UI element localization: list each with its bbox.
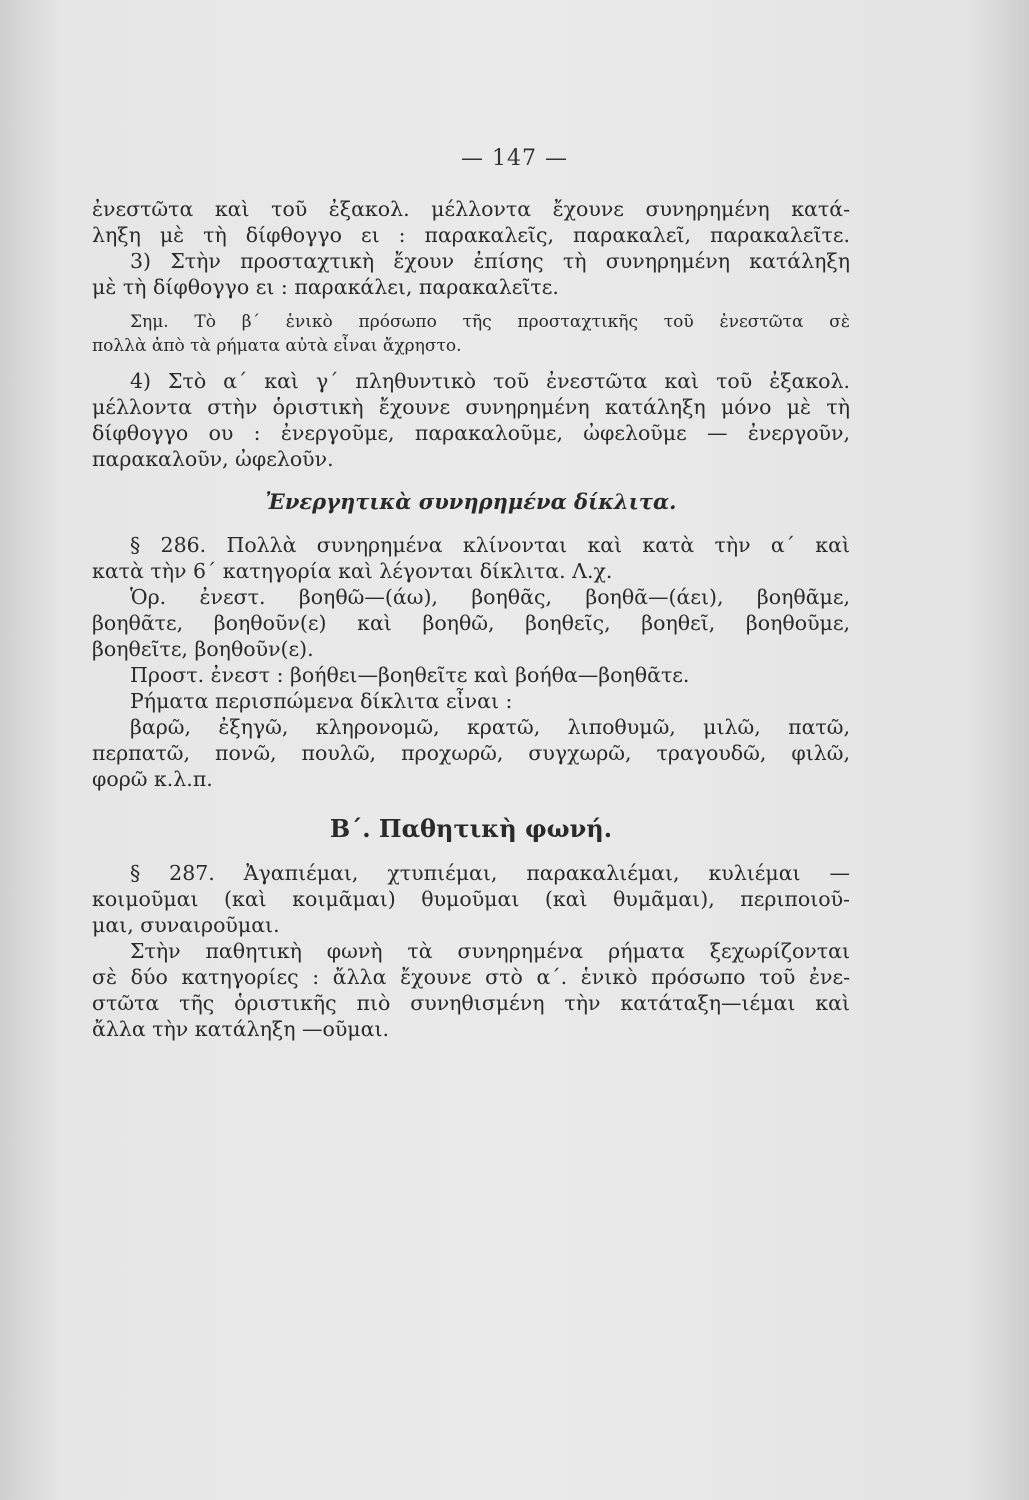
text-line: 3) Στὴν προσταχτικὴ ἔχουν ἐπίσης τὴ συνηρημένη κατάληξη bbox=[130, 249, 850, 273]
text-line: ἄλλα τὴν κατάληξη —οῦμαι. bbox=[92, 1017, 390, 1041]
text-line: § 286. Πολλὰ συνηρημένα κλίνονται καὶ κατὰ τὴν α΄ καὶ bbox=[130, 533, 850, 557]
section-heading: Β΄. Παθητικὴ φωνή. bbox=[329, 814, 613, 843]
text-line: Προστ. ἐνεστ : βοήθει—βοηθεῖτε καὶ βοήθα—βοηθᾶτε. bbox=[130, 663, 690, 687]
text-line: ληξη μὲ τὴ δίφθογγο ει : παρακαλεῖς, παρακαλεῖ, παρακαλεῖτε. bbox=[92, 223, 850, 247]
text-line: Στὴν παθητικὴ φωνὴ τὰ συνηρημένα ρήματα ξεχωρίζονται bbox=[130, 939, 850, 963]
text-line: σὲ δύο κατηγορίες : ἄλλα ἔχουνε στὸ α΄. ἑνικὸ πρόσωπο τοῦ ἐνε- bbox=[92, 965, 850, 989]
text-line: 4) Στὸ α΄ καὶ γ΄ πληθυντικὸ τοῦ ἐνεστῶτα καὶ τοῦ ἐξακολ. bbox=[130, 369, 850, 393]
text-line: μαι, συναιροῦμαι. bbox=[92, 913, 280, 937]
text-line: μὲ τὴ δίφθογγο ει : παρακάλει, παρακαλεῖτε. bbox=[92, 275, 559, 299]
page-body bbox=[92, 196, 850, 1042]
page-number: — 147 — bbox=[461, 146, 568, 171]
note-line: Σημ. Τὸ β΄ ἑνικὸ πρόσωπο τῆς προσταχτικῆς τοῦ ἐνεστῶτα σὲ bbox=[130, 312, 850, 332]
text-line: δίφθογγο ου : ἐνεργοῦμε, παρακαλοῦμε, ὠφελοῦμε — ἐνεργοῦν, bbox=[92, 421, 850, 445]
text-line: βοηθεῖτε, βοηθοῦν(ε). bbox=[92, 637, 314, 661]
text-line: βοηθᾶτε, βοηθοῦν(ε) καὶ βοηθῶ, βοηθεῖς, βοηθεῖ, βοηθοῦμε, bbox=[92, 611, 850, 635]
text-line: ἐνεστῶτα καὶ τοῦ ἐξακολ. μέλλοντα ἔχουνε συνηρημένη κατά- bbox=[92, 197, 850, 221]
note-line: πολλὰ ἀπὸ τὰ ρήματα αὐτὰ εἶναι ἄχρηστο. bbox=[92, 336, 462, 356]
text-line: Ὁρ. ἐνεστ. βοηθῶ—(άω), βοηθᾶς, βοηθᾶ—(άει), βοηθᾶμε, bbox=[130, 585, 850, 609]
text-line: Ρήματα περισπώμενα δίκλιτα εἶναι : bbox=[130, 689, 513, 713]
text-line: κατὰ τὴν 6΄ κατηγορία καὶ λέγονται δίκλιτα. Λ.χ. bbox=[92, 559, 613, 583]
text-line: φορῶ κ.λ.π. bbox=[92, 767, 213, 791]
text-line: στῶτα τῆς ὁριστικῆς πιὸ συνηθισμένη τὴν κατάταξη—ιέμαι καὶ bbox=[92, 991, 850, 1015]
text-line: μέλλοντα στὴν ὁριστικὴ ἔχουνε συνηρημένη κατάληξη μόνο μὲ τὴ bbox=[92, 395, 850, 419]
text-line: κοιμοῦμαι (καὶ κοιμᾶμαι) θυμοῦμαι (καὶ θυμᾶμαι), περιποιοῦ- bbox=[92, 887, 850, 911]
text-line: παρακαλοῦν, ὠφελοῦν. bbox=[92, 447, 334, 471]
section-heading: Ἐνεργητικὰ συνηρημένα δίκλιτα. bbox=[265, 489, 677, 514]
text-line: περπατῶ, πονῶ, πουλῶ, προχωρῶ, συγχωρῶ, τραγουδῶ, φιλῶ, bbox=[92, 741, 850, 765]
text-line: βαρῶ, ἐξηγῶ, κληρονομῶ, κρατῶ, λιποθυμῶ, μιλῶ, πατῶ, bbox=[130, 715, 850, 739]
text-line: § 287. Ἀγαπιέμαι, χτυπιέμαι, παρακαλιέμαι, κυλιέμαι — bbox=[130, 861, 850, 885]
